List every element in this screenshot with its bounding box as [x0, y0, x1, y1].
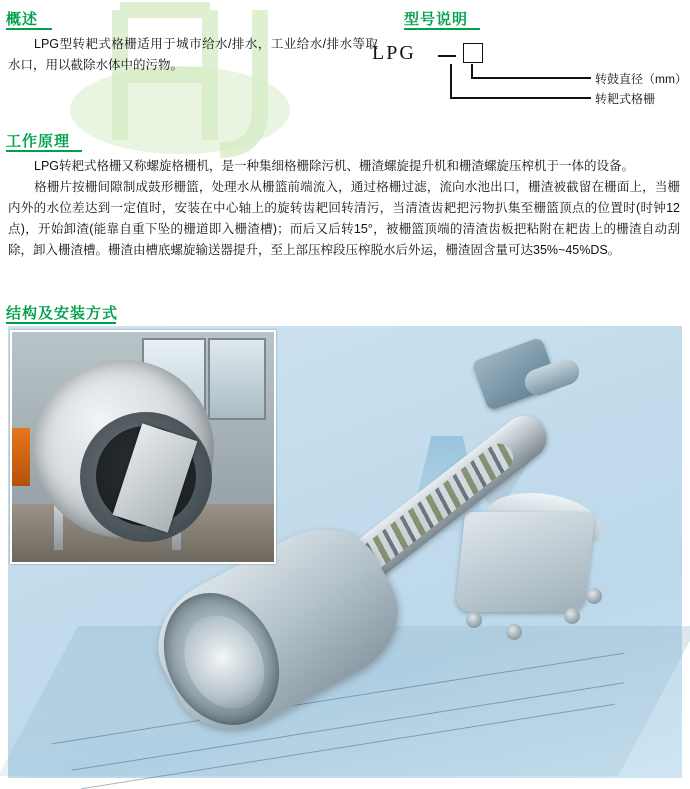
model-dash: [438, 55, 456, 57]
overview-title-rule: [6, 28, 52, 30]
model-empty-box: [463, 43, 483, 63]
section-title-structure: 结构及安装方式: [6, 305, 119, 322]
section-title-overview: 概述: [6, 11, 39, 28]
model-designation-diagram: [366, 32, 686, 116]
principle-body: [8, 156, 680, 261]
structure-title-rule: [6, 322, 116, 324]
model-leader-line-1-vertical: [471, 64, 473, 78]
model-label-screen-type: 转耙式格栅: [595, 92, 656, 106]
model-leader-line-1-horizontal: [471, 77, 591, 79]
bin-wheel: [586, 588, 602, 604]
section-title-model: 型号说明: [404, 11, 469, 28]
structure-figure-area: [8, 326, 682, 778]
principle-paragraph-1: [8, 156, 680, 177]
model-code-text: LPG: [372, 42, 416, 64]
collection-bin: [455, 512, 596, 612]
principle-paragraph-1-text: LPG转耙式格栅又称螺旋格栅机，是一种集细格栅除污机、栅渣螺旋提升机和栅渣螺旋压榨机于一体的设备。: [34, 159, 635, 173]
photo-orange-equipment: [12, 428, 30, 486]
photo-drum-body: [34, 360, 214, 538]
photo-window-2: [208, 338, 266, 420]
schematic-illustration: [8, 326, 682, 778]
bin-wheel: [564, 608, 580, 624]
principle-paragraph-2-text: 格栅片按栅间隙制成鼓形栅篮，处理水从栅篮前端流入，通过格栅过滤，流向水池出口，栅渣被截留在栅面上，当栅内外的水位差达到一定值时，安装在中心轴上的旋转齿耙回转清污，当清渣齿耙把污物扒集至栅篮顶点的位置时(时钟12点)，开始卸渣(能靠自重下坠的栅道即入栅渣槽)；而后又后转15°，被栅篮顶端的清渣齿板把粘附在耙齿上的栅渣自动刮除，卸入栅渣槽。栅渣由槽底螺旋输送器提升，至上部压榨段压榨脱水后外运，栅渣固含量可达35%~45%DS。: [8, 180, 680, 257]
bin-wheel: [506, 624, 522, 640]
principle-title-rule: [6, 150, 82, 152]
drum-inner-face: [169, 601, 280, 722]
photo-rotary-drum-screen: [10, 330, 276, 564]
overview-paragraph-text: LPG型转耙式格栅适用于城市给水/排水，工业给水/排水等取水口，用以截除水体中的污物。: [8, 37, 378, 72]
model-leader-line-2-horizontal: [450, 97, 591, 99]
section-title-principle: 工作原理: [6, 133, 71, 150]
overview-paragraph: [8, 34, 378, 76]
model-leader-line-2-vertical: [450, 64, 452, 98]
principle-paragraph-2: [8, 177, 680, 261]
model-title-rule: [404, 28, 480, 30]
model-label-drum-diameter: 转鼓直径（mm）: [595, 72, 687, 86]
bin-wheel: [466, 612, 482, 628]
